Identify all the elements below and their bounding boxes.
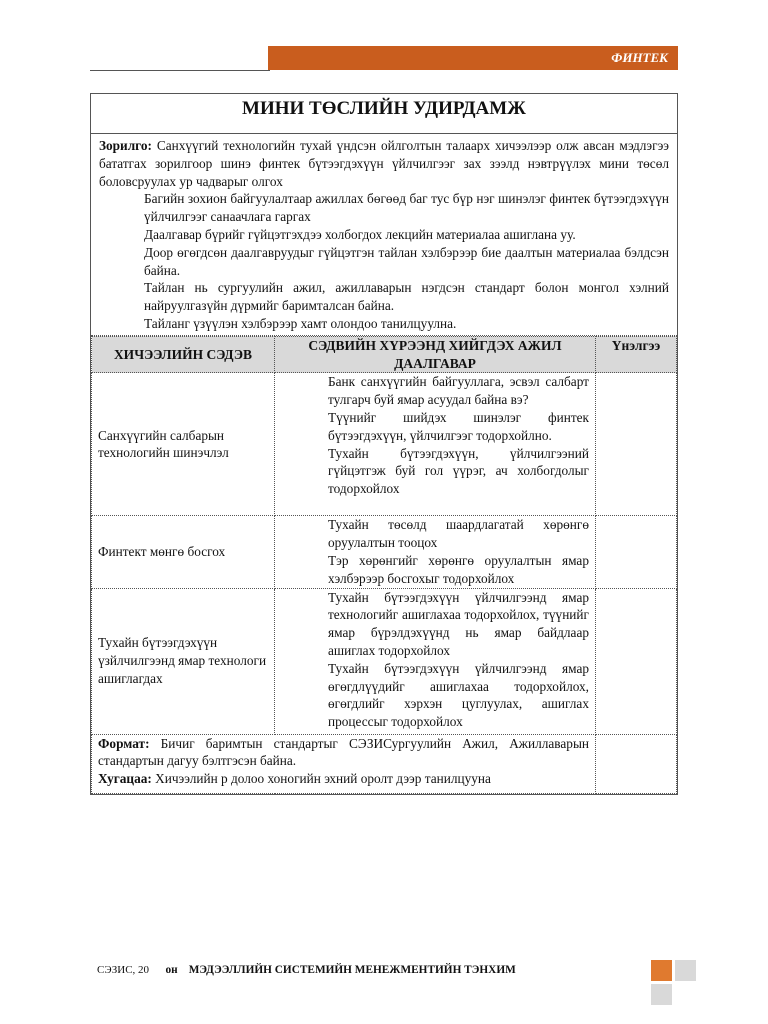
instruction-item: Багийн зохион байгуулалтаар ажиллах бөгөөд баг тус бүр нэг шинэлэг финтек бүтээгдэхүүн үйлчилгээг санаачлага гаргах	[144, 191, 669, 225]
page-title: МИНИ ТӨСЛИЙН УДИРДАМЖ	[91, 94, 677, 134]
task-item: Тухайн бүтээгдэхүүн, үйлчилгээний гүйцэтгэж буй гол үүрэг, ач холбогдолыг тодорхойлох	[328, 445, 589, 497]
footer	[97, 964, 516, 976]
tasks-cell	[275, 588, 596, 734]
format-line	[98, 735, 589, 771]
task-item: Тухайн бүтээгдэхүүн үйлчилгээнд ямар өгөгдлүүдийг ашиглахаа тодорхойлох, өгөгдлийг хэрхэн цуглуулах, ашиглах процессыг тодорхойлох	[328, 660, 589, 730]
format-row	[92, 734, 677, 793]
format-cell	[92, 734, 596, 793]
table-row	[92, 373, 677, 516]
topic-cell: Финтект мөнгө босгох	[92, 516, 275, 588]
footer-gray-square	[651, 984, 672, 1005]
deadline-line	[98, 770, 589, 788]
task-item: Түүнийг шийдэх шинэлэг финтек бүтээгдэхүүн, үйлчилгээг тодорхойлно.	[328, 409, 589, 443]
instruction-item: Даалгавар бүрийг гүйцэтгэхдээ холбогдох лекцийн материалаа ашиглана уу.	[144, 226, 576, 242]
task-item: Тухайн төсөлд шаардлагатай хөрөнгө оруулалтын тооцох	[328, 517, 589, 551]
goal-label: Зорилго:	[99, 138, 152, 153]
table-row	[92, 588, 677, 734]
column-header-tasks: СЭДВИЙН ХҮРЭЭНД ХИЙГДЭХ АЖИЛ ДААЛГАВАР	[275, 336, 596, 373]
column-header-topic: ХИЧЭЭЛИЙН СЭДЭВ	[92, 336, 275, 373]
column-header-score: Үнэлгээ	[596, 336, 677, 373]
tasks-cell	[275, 373, 596, 516]
header-bar	[268, 46, 678, 70]
tasks-cell	[275, 516, 596, 588]
table-header-row	[92, 336, 677, 373]
intro-section	[91, 134, 677, 336]
deadline-text: Хичээлийн р долоо хоногийн эхний оролт дээр танилцууна	[155, 771, 491, 787]
task-table	[91, 336, 677, 794]
document-frame	[90, 93, 678, 795]
task-item: Банк санхүүгийн байгууллага, эсвэл салбарт тулгарч буй ямар асуудал байна вэ?	[328, 374, 589, 408]
footer-gray-square	[675, 960, 696, 981]
instruction-item: Тайланг үзүүлэн хэлбэрээр хамт олондоо танилцуулна.	[144, 315, 457, 331]
header-rule	[90, 70, 270, 71]
goal-text: Санхүүгий технологийн тухай үндсэн ойлголтын талаарх хичээлээр олж авсан мэдлэгээ бататгах зорилгоор шинэ финтек бүтээгдэхүүн үйлчилгээг зах зээлд нэвтрүүлэх мини төсөл боловсруулах ур чадварыг олгох	[99, 138, 669, 189]
topic-cell: Санхүүгийн салбарын технологийн шинэчлэл	[92, 373, 275, 516]
format-text: Бичиг баримтын стандартыг СЭЗИСургуулийн Ажил, Ажиллаварын стандартын дагуу бэлтгэсэн байна.	[98, 735, 589, 769]
footer-accent-square	[651, 960, 672, 981]
footer-org: СЭЗИС, 20	[97, 964, 150, 976]
format-score-cell[interactable]	[596, 734, 677, 793]
format-label: Формат:	[98, 735, 150, 751]
score-cell[interactable]	[596, 588, 677, 734]
instruction-item: Тайлан нь сургуулийн ажил, ажиллаварын нэгдсэн стандарт болон монгол хэлний найруулгазүйн дүрмийг баримталсан байна.	[144, 280, 669, 314]
topic-cell: Тухайн бүтээгдэхүүн үзйлчилгээнд ямар технологи ашиглагдах	[92, 588, 275, 734]
footer-department: МЭДЭЭЛЛИЙН СИСТЕМИЙН МЕНЕЖМЕНТИЙН ТЭНХИМ	[188, 964, 516, 976]
footer-year-suffix: он	[165, 964, 178, 976]
table-row	[92, 516, 677, 588]
instruction-item: Доор өгөгдсөн даалгавруудыг гүйцэтгэн тайлан хэлбэрээр бие даалтын материалаа бэлдсэн байна.	[144, 244, 669, 278]
task-item: Тухайн бүтээгдэхүүн үйлчилгээнд ямар технологийг ашиглахаа тодорхойлох, түүнийг ямар бүрэлдэхүүнд нь ямар байдлаар ашиглах тодорхойлох	[328, 589, 589, 658]
deadline-label: Хугацаа:	[98, 771, 152, 787]
score-cell[interactable]	[596, 373, 677, 516]
score-cell[interactable]	[596, 516, 677, 588]
task-item: Тэр хөрөнгийг хөрөнгө оруулалтын ямар хэлбэрээр босгохыг тодорхойлох	[328, 552, 589, 586]
goal-paragraph	[99, 137, 669, 190]
header-label: ФИНТЕК	[611, 50, 668, 65]
